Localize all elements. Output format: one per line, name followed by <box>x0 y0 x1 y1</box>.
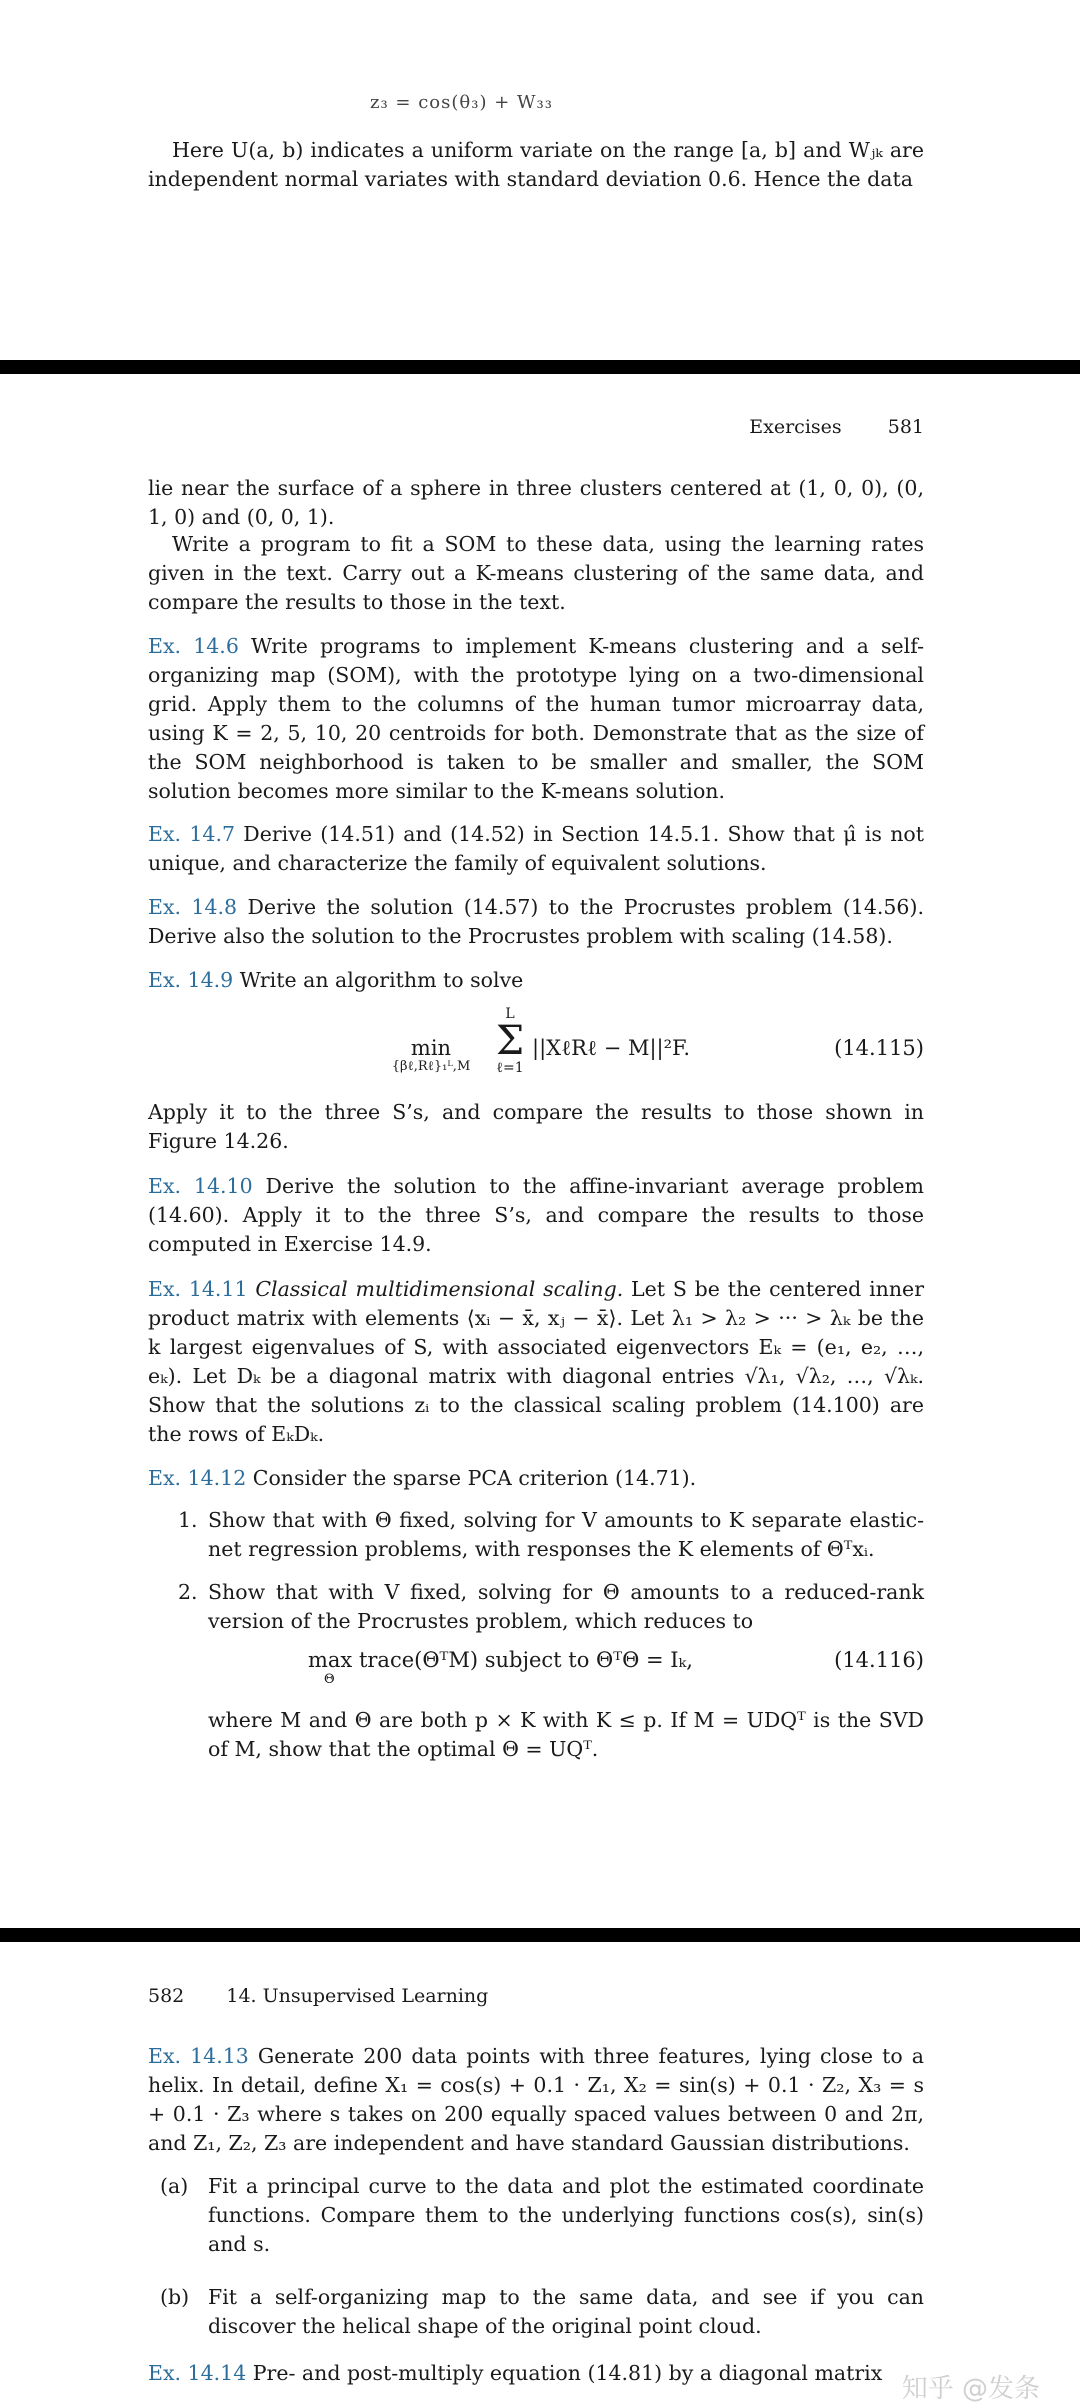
exercise-label[interactable]: Ex. 14.12 <box>148 1466 247 1490</box>
exercise-14-8 <box>148 893 924 951</box>
exercise-label[interactable]: Ex. 14.11 <box>148 1277 248 1301</box>
list-item-1 <box>178 1506 924 1564</box>
list-marker: (a) <box>160 2174 189 2198</box>
sigma-glyph: Σ <box>495 1018 525 1064</box>
continuation-paragraph: Here U(a, b) indicates a uniform variate on the range [a, b] and Wⱼₖ are independent normal variates with standard deviation 0.6. Hence the data <box>148 138 924 191</box>
equation-14-116 <box>178 1648 924 1698</box>
list-marker: (b) <box>160 2285 190 2309</box>
exercise-label[interactable]: Ex. 14.7 <box>148 822 235 846</box>
exercise-14-11 <box>148 1275 924 1449</box>
exercise-label[interactable]: Ex. 14.6 <box>148 634 239 658</box>
exercise-text: Derive (14.51) and (14.52) in Section 14.5.1. Show that μ̂ is not unique, and characterize the family of equivalent solutions. <box>148 822 924 875</box>
list-item-b <box>160 2283 924 2341</box>
exercise-label[interactable]: Ex. 14.8 <box>148 895 238 919</box>
exercise-14-9-followup: Apply it to the three S’s, and compare the results to those shown in Figure 14.26. <box>148 1100 924 1153</box>
list-text: Show that with V fixed, solving for Θ amounts to a reduced-rank version of the Procrustes problem, which reduces to <box>208 1580 924 1633</box>
paragraph-som-program: Write a program to fit a SOM to these data, using the learning rates given in the text. Carry out a K-means clustering of the same data, and compare the results to those in the text. <box>148 532 924 614</box>
watermark: 知乎 @发条 <box>901 2374 1040 2404</box>
equation-number: (14.116) <box>834 1648 924 1672</box>
list-marker: 2. <box>178 1580 198 1604</box>
paragraph-sphere-clusters: lie near the surface of a sphere in three clusters centered at (1, 0, 0), (0, 1, 0) and (0, 0, 1). <box>148 476 924 529</box>
header-page-number: 582 <box>148 1985 185 2007</box>
header-title: 14. Unsupervised Learning <box>226 1985 489 2007</box>
list-item-a <box>160 2172 924 2259</box>
list-marker: 1. <box>178 1508 198 1532</box>
exercise-14-9 <box>148 966 924 995</box>
min-subscript: {βℓ,Rℓ}₁ᴸ,M <box>391 1059 471 1074</box>
sum-lower: ℓ=1 <box>496 1060 524 1076</box>
equation-number: (14.115) <box>834 1036 924 1060</box>
header-page-number: 581 <box>887 416 924 438</box>
exercise-text: Write programs to implement K-means clustering and a self-organizing map (SOM), with the prototype lying on a two-dimensional grid. Apply them to the columns of the human tumor microarray data, using K = 2, 5, 10, 20 centroids for both. Demonstrate that as the size of the SOM neighborhood is taken to be smaller and smaller, the SOM solution becomes more similar to the K-means solution. <box>148 634 924 803</box>
exercise-label[interactable]: Ex. 14.13 <box>148 2044 249 2068</box>
exercise-text: Write an algorithm to solve <box>233 968 524 992</box>
exercise-14-12 <box>148 1464 924 1493</box>
page-separator <box>0 1928 1080 1942</box>
exercise-14-10 <box>148 1172 924 1259</box>
min-operator <box>376 1036 486 1074</box>
exercise-14-6 <box>148 632 924 806</box>
cut-equation-fragment: z₃ = cos(θ₃) + W₃₃ <box>370 92 553 113</box>
sum-operator <box>490 1006 530 1076</box>
exercise-label[interactable]: Ex. 14.9 <box>148 968 234 992</box>
exercise-text: Let S be the centered inner product matrix with elements ⟨xᵢ − x̄, xⱼ − x̄⟩. Let λ₁ > λ₂ > ··· > λₖ be the k largest eigenvalues of S, with associated eigenvectors Eₖ = (e₁, e₂, …, eₖ). Let Dₖ be a diagonal matrix with diagonal entries √λ₁, √λ₂, …, √λₖ. Show that the solutions zᵢ to the classical scaling problem (14.100) are the rows of EₖDₖ. <box>148 1277 924 1446</box>
exercise-text: Pre- and post-multiply equation (14.81) by a diagonal matrix <box>246 2361 883 2385</box>
exercise-label[interactable]: Ex. 14.14 <box>148 2361 247 2385</box>
list-text: Fit a self-organizing map to the same data, and see if you can discover the helical shape of the original point cloud. <box>208 2285 924 2338</box>
item-2-followup: where M and Θ are both p × K with K ≤ p. If M = UDQᵀ is the SVD of M, show that the optimal Θ = UQᵀ. <box>208 1708 924 1761</box>
exercise-14-14 <box>148 2359 924 2388</box>
page-header-582 <box>148 1985 488 2007</box>
exercise-text: Derive the solution to the affine-invariant average problem (14.60). Apply it to the three S’s, and compare the results to those computed in Exercise 14.9. <box>148 1174 924 1256</box>
exercise-text: Derive the solution (14.57) to the Procrustes problem (14.56). Derive also the solution to the Procrustes problem with scaling (14.58). <box>148 895 924 948</box>
page-header-581 <box>749 416 924 438</box>
page-separator <box>0 360 1080 374</box>
exercise-label[interactable]: Ex. 14.10 <box>148 1174 253 1198</box>
max-subscript: Θ <box>324 1672 335 1687</box>
exercise-14-13 <box>148 2042 924 2158</box>
exercise-14-7 <box>148 820 924 878</box>
exercise-text: Consider the sparse PCA criterion (14.71). <box>246 1466 697 1490</box>
equation-body: ||XℓRℓ − M||²F. <box>532 1036 691 1060</box>
equation-body: max trace(ΘᵀM) subject to ΘᵀΘ = Iₖ, <box>308 1648 693 1672</box>
list-text: Fit a principal curve to the data and plot the estimated coordinate functions. Compare them to the underlying functions cos(s), sin(s) and s. <box>208 2174 924 2256</box>
header-title: Exercises <box>749 416 842 438</box>
exercise-title: Classical multidimensional scaling. <box>255 1277 624 1301</box>
equation-14-115 <box>148 1006 924 1086</box>
sum-upper: L <box>505 1006 515 1022</box>
list-text: Show that with Θ fixed, solving for V amounts to K separate elastic-net regression problems, with responses the K elements of Θᵀxᵢ. <box>208 1508 924 1561</box>
exercise-text: Generate 200 data points with three features, lying close to a helix. In detail, define X₁ = cos(s) + 0.1 · Z₁, X₂ = sin(s) + 0.1 · Z₂, X₃ = s + 0.1 · Z₃ where s takes on 200 equally spaced values between 0 and 2π, and Z₁, Z₂, Z₃ are independent and have standard Gaussian distributions. <box>148 2044 924 2155</box>
list-item-2 <box>178 1578 924 1636</box>
min-word: min <box>410 1036 452 1060</box>
